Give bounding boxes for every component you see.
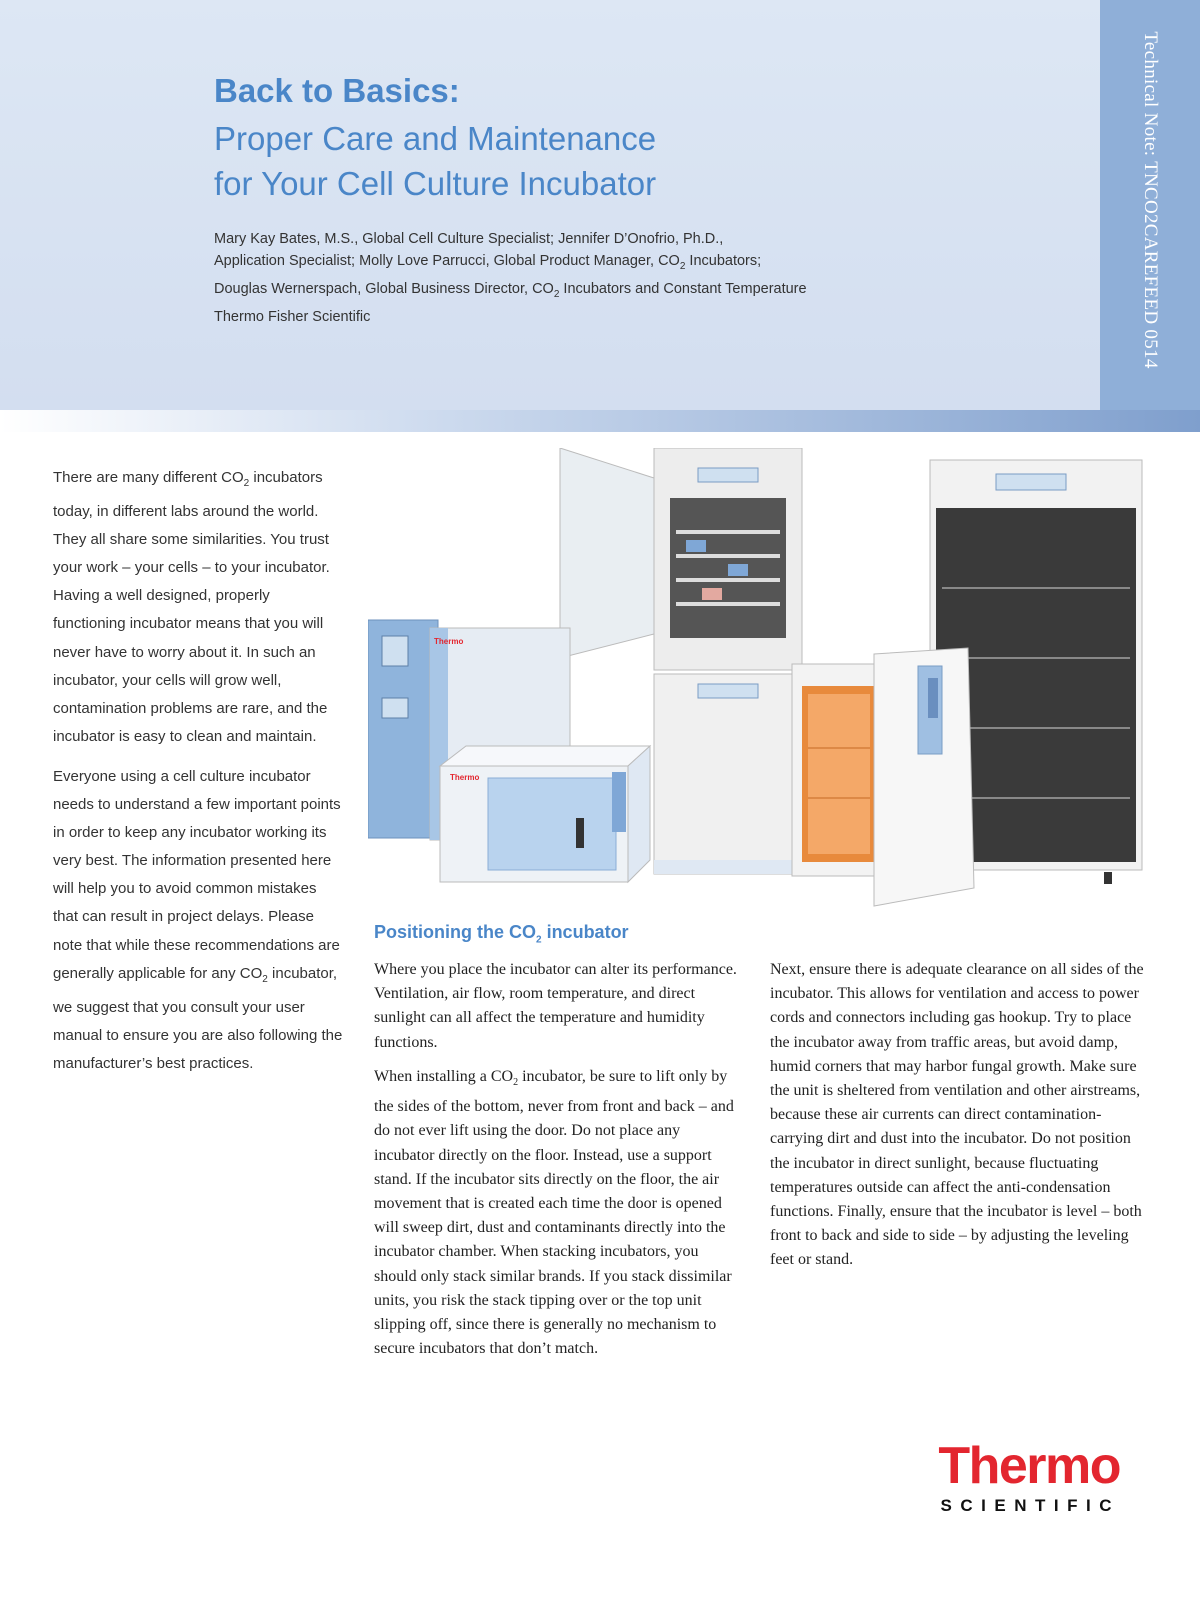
subscript: 2 xyxy=(553,288,560,300)
intro-column xyxy=(53,464,345,1090)
subtitle-line-1: Proper Care and Maintenance xyxy=(214,120,657,157)
subscript: 2 xyxy=(243,478,250,489)
author-list xyxy=(214,228,807,328)
logo-wordmark: Thermo xyxy=(938,1437,1120,1495)
heading-text: Positioning the CO xyxy=(374,922,536,942)
benchtop-incubator xyxy=(440,746,650,882)
intro-text: incubators today, in different labs around the world. They all share some similarities. You trust your work – your cells – to your incubator. Having a well designed, properly functioning incubator means that you will never have to worry about it. In such an incubator, your cells will grow well, contamination problems are rare, and the incubator is easy to clean and maintain. xyxy=(53,469,330,745)
photo-brand-label: Thermo xyxy=(450,773,480,782)
subtitle-line-2: for Your Cell Culture Incubator xyxy=(214,165,657,202)
body-paragraph: Where you place the incubator can alter its performance. Ventilation, air flow, room temperature, and direct sunlight can all affect the temperature and humidity functions. xyxy=(374,961,737,1051)
intro-paragraph-2 xyxy=(53,763,345,1078)
logo-subtitle: SCIENTIFIC xyxy=(940,1496,1120,1515)
author-text: Incubators; xyxy=(685,253,762,269)
intro-paragraph-1 xyxy=(53,464,345,751)
body-column-middle xyxy=(374,958,744,1371)
header-rule xyxy=(0,410,1200,432)
thermo-scientific-logo xyxy=(880,1438,1120,1516)
author-text: Douglas Wernerspach, Global Business Director, CO xyxy=(214,280,554,297)
section-heading xyxy=(374,922,629,946)
subscript: 2 xyxy=(513,1077,519,1088)
author-line-2 xyxy=(214,250,807,278)
technical-note-label: Technical Note: TNCO2CAREFEED 0514 xyxy=(1140,31,1161,369)
body-paragraph xyxy=(374,1065,744,1362)
body-text: incubator, be sure to lift only by the sides of the bottom, never from front and back – and do not ever lift using the door. Do not place any incubator directly on the floor. Instead, use a support stand. If the incubator sits directly on the floor, the air movement that is created each time the door is opened will sweep dirt, dust and contaminants directly into the incubator chamber. When stacking incubators, you should only stack similar brands. If you stack dissimilar units, you risk the stack tipping over or the top unit slipping off, since there is generally no mechanism to secure incubators that don’t match. xyxy=(374,1067,734,1358)
heading-text: incubator xyxy=(541,922,629,942)
photo-brand-label: Thermo xyxy=(434,637,464,646)
body-text: When installing a CO xyxy=(374,1067,514,1085)
subscript: 2 xyxy=(679,260,686,272)
author-affiliation: Thermo Fisher Scientific xyxy=(214,308,371,325)
document-subtitle xyxy=(214,116,656,206)
open-incubator xyxy=(792,648,974,906)
subscript: 2 xyxy=(536,934,542,946)
intro-text: Everyone using a cell culture incubator needs to understand a few important points in order to keep any incubator working its very best. The information presented here will help you to avoid common mistakes that can result in project delays. Please note that while these recommendations are generally applicable for any CO xyxy=(53,767,341,982)
body-paragraph: Next, ensure there is adequate clearance on all sides of the incubator. This allows for ventilation and access to power cords and connectors including gas hookup. Try to place the incubator away from traffic areas, but avoid damp, humid corners that may harbor fungal growth. Make sure the unit is sheltered from ventilation and other airstreams, because these air currents can direct contamination-carrying dirt and dust into the incubator. Do not position the incubator in direct sunlight, because fluctuating temperatures outside can affect the anti-condensation functions. Finally, ensure that the incubator is level – both front to back and side to side – by adjusting the leveling feet or stand. xyxy=(770,961,1144,1269)
author-line-1: Mary Kay Bates, M.S., Global Cell Culture Specialist; Jennifer D’Onofrio, Ph.D., xyxy=(214,231,724,247)
author-text: Application Specialist; Molly Love Parrucci, Global Product Manager, CO xyxy=(214,253,680,269)
author-line-3 xyxy=(214,278,807,306)
body-column-right xyxy=(770,958,1150,1283)
subscript: 2 xyxy=(262,973,268,985)
author-text: Incubators and Constant Temperature xyxy=(559,280,807,297)
incubator-product-photo xyxy=(368,448,1160,918)
intro-text: There are many different CO xyxy=(53,469,244,486)
intro-text: incubator, we suggest that you consult your user manual to ensure you are also following the manufacturer’s best practices. xyxy=(53,964,343,1072)
document-title: Back to Basics: xyxy=(214,72,460,109)
